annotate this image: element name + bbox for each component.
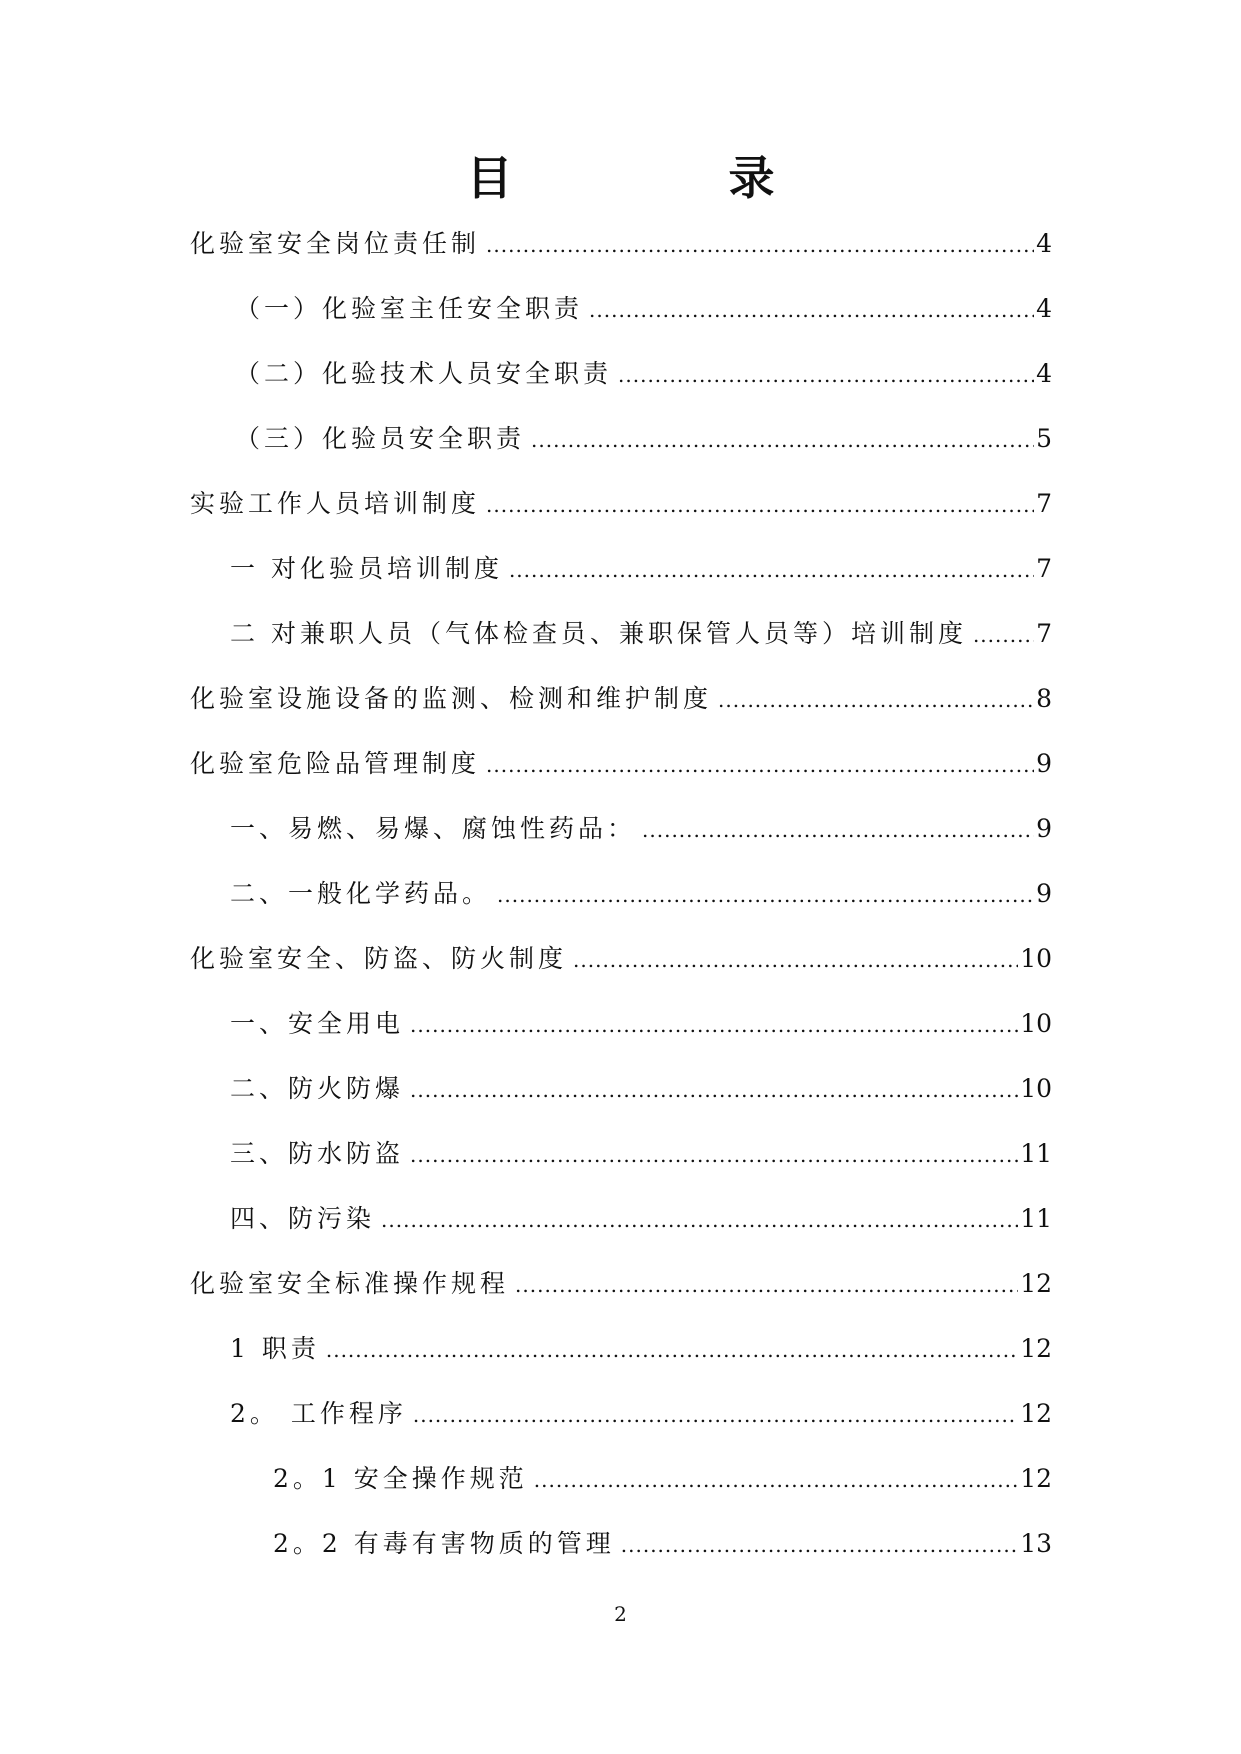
toc-entry-label: 一、安全用电 xyxy=(230,1009,405,1038)
toc-entry[interactable] xyxy=(190,807,1052,872)
toc-entry-page: 12 xyxy=(1020,1334,1052,1363)
toc-dot-leader xyxy=(621,1523,1018,1567)
toc-dot-leader xyxy=(413,1393,1018,1437)
toc-entry[interactable] xyxy=(190,1132,1052,1197)
toc-entry-page: 7 xyxy=(1036,489,1052,518)
toc-dot-leader xyxy=(642,808,1034,852)
toc-entry-label: （二）化验技术人员安全职责 xyxy=(235,359,613,388)
toc-entry-page: 5 xyxy=(1036,424,1052,453)
toc-entry-page: 12 xyxy=(1020,1464,1052,1493)
toc-entry-label: 化验室设施设备的监测、检测和维护制度 xyxy=(190,684,713,713)
toc-entry-label: 化验室危险品管理制度 xyxy=(190,749,481,778)
toc-entry-page: 8 xyxy=(1036,684,1052,713)
toc-entry[interactable] xyxy=(190,1327,1052,1392)
toc-entry-label: 二 对兼职人员（气体检查员、兼职保管人员等）培训制度 xyxy=(230,619,967,648)
toc-entry[interactable] xyxy=(190,417,1052,482)
toc-dot-leader xyxy=(410,1068,1018,1112)
toc-entry-page: 4 xyxy=(1036,229,1052,258)
toc-entry[interactable] xyxy=(190,742,1052,807)
toc-dot-leader xyxy=(618,353,1034,397)
toc-dot-leader xyxy=(534,1458,1018,1502)
toc-entry-label: 2。 工作程序 xyxy=(230,1399,407,1428)
toc-entry-page: 11 xyxy=(1020,1139,1052,1168)
toc-entry-label: 化验室安全、防盗、防火制度 xyxy=(190,944,568,973)
toc-entry[interactable] xyxy=(190,1522,1052,1587)
toc-dot-leader xyxy=(515,1263,1018,1307)
toc-entry[interactable] xyxy=(190,1002,1052,1067)
toc-entry[interactable] xyxy=(190,222,1052,287)
toc-dot-leader xyxy=(973,613,1034,657)
toc-entry-page: 13 xyxy=(1020,1529,1052,1558)
toc-entry-page: 7 xyxy=(1036,619,1052,648)
toc-dot-leader xyxy=(718,678,1034,722)
toc-dot-leader xyxy=(573,938,1018,982)
toc-entry-label: 一、易燃、易爆、腐蚀性药品： xyxy=(230,814,637,843)
toc-dot-leader xyxy=(410,1133,1018,1177)
toc-dot-leader xyxy=(497,873,1034,917)
toc-dot-leader xyxy=(410,1003,1018,1047)
toc-entry-page: 9 xyxy=(1036,814,1052,843)
toc-entry-label: 化验室安全岗位责任制 xyxy=(190,229,481,258)
toc-entry-page: 9 xyxy=(1036,879,1052,908)
toc-entry[interactable] xyxy=(190,872,1052,937)
toc-entry-label: 2。2 有毒有害物质的管理 xyxy=(273,1529,615,1558)
toc-entry-label: （一）化验室主任安全职责 xyxy=(235,294,584,323)
toc-entry-page: 7 xyxy=(1036,554,1052,583)
page-number: 2 xyxy=(614,1602,627,1626)
table-of-contents xyxy=(190,222,1052,1587)
toc-entry-label: 二、防火防爆 xyxy=(230,1074,405,1103)
toc-entry-page: 4 xyxy=(1036,359,1052,388)
toc-dot-leader xyxy=(486,223,1034,267)
toc-entry-page: 10 xyxy=(1020,944,1052,973)
toc-dot-leader xyxy=(486,743,1034,787)
toc-entry-label: 二、一般化学药品。 xyxy=(230,879,492,908)
toc-entry-page: 11 xyxy=(1020,1204,1052,1233)
toc-dot-leader xyxy=(326,1328,1018,1372)
toc-entry-page: 12 xyxy=(1020,1399,1052,1428)
toc-dot-leader xyxy=(589,288,1034,332)
toc-dot-leader xyxy=(381,1198,1018,1242)
toc-entry-page: 10 xyxy=(1020,1074,1052,1103)
toc-entry[interactable] xyxy=(190,612,1052,677)
toc-entry[interactable] xyxy=(190,677,1052,742)
toc-entry-page: 4 xyxy=(1036,294,1052,323)
toc-entry-label: 化验室安全标准操作规程 xyxy=(190,1269,510,1298)
toc-dot-leader xyxy=(531,418,1034,462)
toc-entry[interactable] xyxy=(190,352,1052,417)
toc-entry[interactable] xyxy=(190,937,1052,1002)
toc-entry-label: 2。1 安全操作规范 xyxy=(273,1464,528,1493)
toc-entry-label: 三、防水防盗 xyxy=(230,1139,405,1168)
toc-entry-page: 12 xyxy=(1020,1269,1052,1298)
toc-entry-label: （三）化验员安全职责 xyxy=(235,424,526,453)
toc-entry[interactable] xyxy=(190,287,1052,352)
toc-entry-label: 1 职责 xyxy=(230,1334,320,1363)
toc-entry[interactable] xyxy=(190,1392,1052,1457)
toc-entry-label: 四、防污染 xyxy=(230,1204,376,1233)
toc-title: 目 录 xyxy=(466,151,875,205)
toc-entry[interactable] xyxy=(190,482,1052,547)
toc-entry[interactable] xyxy=(190,1067,1052,1132)
toc-entry-label: 实验工作人员培训制度 xyxy=(190,489,481,518)
toc-dot-leader xyxy=(486,483,1034,527)
toc-entry-label: 一 对化验员培训制度 xyxy=(230,554,503,583)
toc-entry[interactable] xyxy=(190,547,1052,612)
toc-dot-leader xyxy=(509,548,1034,592)
toc-entry-page: 10 xyxy=(1020,1009,1052,1038)
toc-entry-page: 9 xyxy=(1036,749,1052,778)
toc-entry[interactable] xyxy=(190,1197,1052,1262)
toc-entry[interactable] xyxy=(190,1262,1052,1327)
toc-entry[interactable] xyxy=(190,1457,1052,1522)
